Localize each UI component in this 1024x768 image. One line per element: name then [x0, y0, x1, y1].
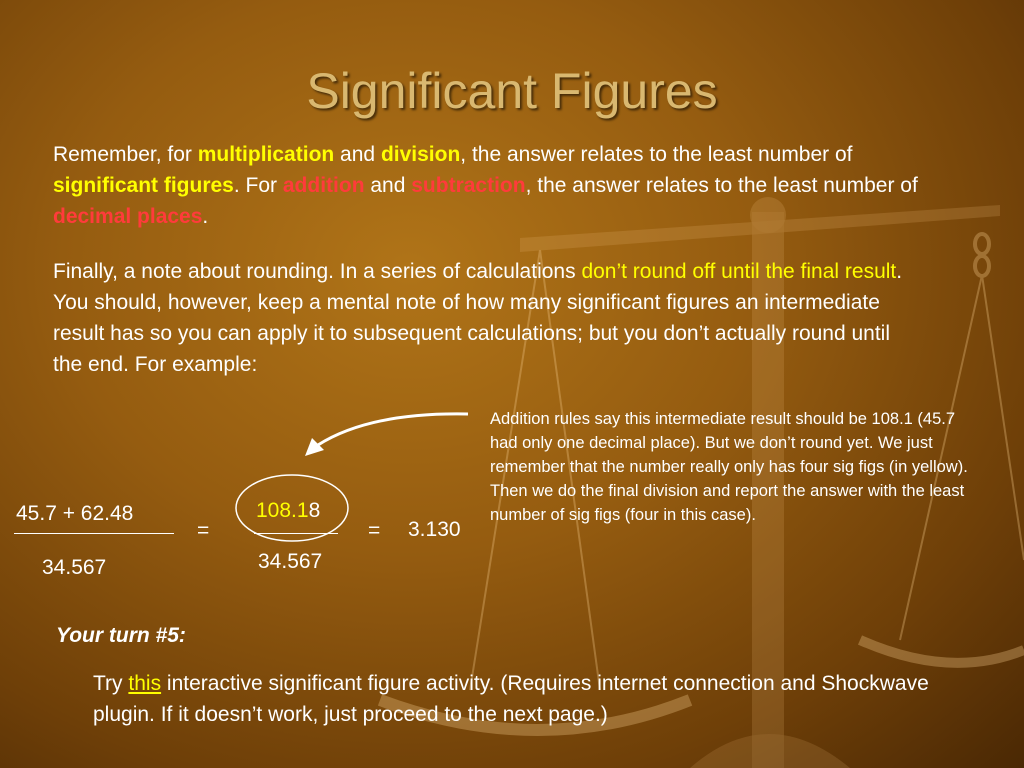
- keyword-addition: addition: [282, 174, 365, 197]
- numerator-sum: 45.7 + 62.48: [16, 502, 134, 525]
- denominator-2: 34.567: [258, 550, 323, 573]
- keyword-subtraction: subtraction: [411, 174, 526, 197]
- fraction-bar-2: [254, 533, 338, 534]
- result-value: 3.130: [408, 518, 461, 541]
- annotation-note: Addition rules say this intermediate result should be 108.1 (45.7 had only one decimal place). But we don’t round yet. We just remember that the number really only has four sig figs (in yellow). Then we do the final division and report the answer with the least number of sig figs (four in this case).: [490, 410, 968, 524]
- your-turn-heading: Your turn #5:: [56, 624, 186, 647]
- paragraph-rounding: Finally, a note about rounding. In a series of calculations don’t round off until the final result. You should, however, keep a mental note of how many significant figures an intermediate result has so you can apply it to subsequent calculations; but you don’t actually round until the end. For example:: [53, 260, 903, 376]
- fraction-bar-1: [14, 533, 174, 534]
- try-activity-text: Try this interactive significant figure activity. (Requires internet connection and Shockwave plugin. If it doesn’t work, just proceed to the next page.): [93, 672, 929, 726]
- keyword-multiplication: multiplication: [197, 143, 335, 166]
- numerator-intermediate: 108.18: [256, 499, 321, 522]
- activity-link[interactable]: this: [128, 672, 162, 695]
- equals-sign-2: =: [368, 519, 381, 542]
- sig-digits: 108.1: [256, 499, 309, 522]
- keyword-decimal-places: decimal places: [53, 205, 203, 228]
- keyword-significant-figures: significant figures: [53, 174, 234, 197]
- slide-title: Significant Figures: [306, 63, 718, 119]
- keyword-division: division: [380, 143, 461, 166]
- paragraph-rules: Remember, for multiplication and division, the answer relates to the least number of significant figures. For addition and subtraction, the answer relates to the least number of decimal places.: [53, 143, 918, 228]
- equals-sign-1: =: [197, 519, 210, 542]
- denominator-1: 34.567: [42, 556, 107, 579]
- highlight-dont-round: don’t round off until the final result: [581, 260, 897, 283]
